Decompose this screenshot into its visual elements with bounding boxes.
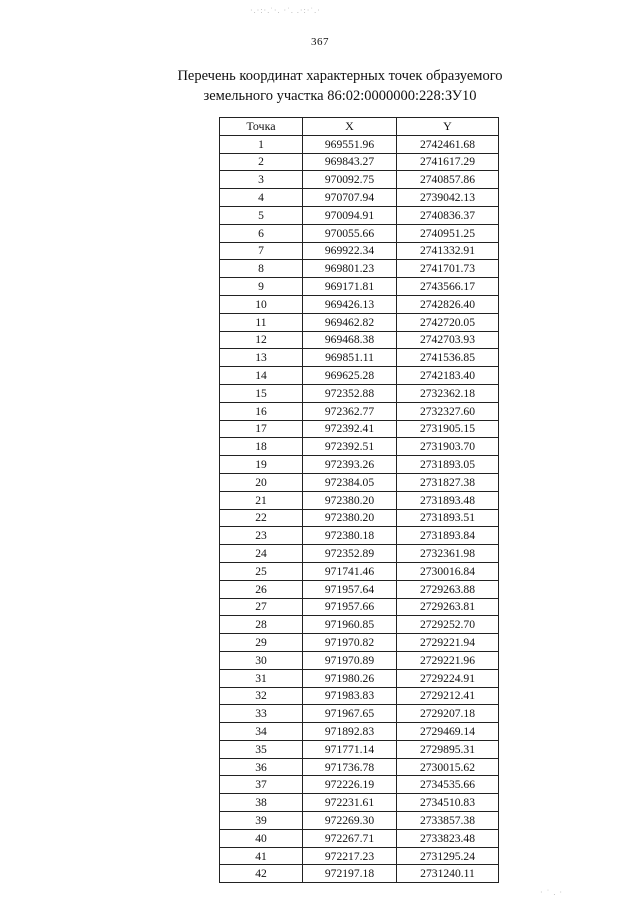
- table-row: [220, 740, 499, 758]
- table-row: [220, 313, 499, 331]
- cell-point: 33: [220, 705, 303, 723]
- table-row: [220, 278, 499, 296]
- cell-x: 972217.23: [303, 847, 397, 865]
- cell-x: 972392.51: [303, 438, 397, 456]
- cell-y: 2733857.38: [397, 812, 499, 830]
- table-row: [220, 367, 499, 385]
- table-row: [220, 473, 499, 491]
- table-row: [220, 865, 499, 883]
- cell-x: 972269.30: [303, 812, 397, 830]
- cell-point: 41: [220, 847, 303, 865]
- cell-point: 12: [220, 331, 303, 349]
- cell-x: 971970.89: [303, 651, 397, 669]
- table-row: [220, 491, 499, 509]
- table-row: [220, 206, 499, 224]
- cell-point: 23: [220, 527, 303, 545]
- cell-x: 972380.18: [303, 527, 397, 545]
- cell-x: 972197.18: [303, 865, 397, 883]
- cell-x: 972267.71: [303, 829, 397, 847]
- cell-y: 2732361.98: [397, 545, 499, 563]
- cell-x: 971957.64: [303, 580, 397, 598]
- cell-x: 972393.26: [303, 456, 397, 474]
- cell-y: 2741332.91: [397, 242, 499, 260]
- cell-x: 972380.20: [303, 491, 397, 509]
- cell-point: 19: [220, 456, 303, 474]
- table-row: [220, 456, 499, 474]
- table-row: [220, 438, 499, 456]
- cell-x: 969922.34: [303, 242, 397, 260]
- cell-x: 969468.38: [303, 331, 397, 349]
- cell-y: 2730015.62: [397, 758, 499, 776]
- cell-x: 971983.83: [303, 687, 397, 705]
- cell-x: 969851.11: [303, 349, 397, 367]
- cell-y: 2729224.91: [397, 669, 499, 687]
- cell-point: 31: [220, 669, 303, 687]
- cell-point: 15: [220, 384, 303, 402]
- table-row: [220, 776, 499, 794]
- cell-point: 7: [220, 242, 303, 260]
- cell-x: 969426.13: [303, 295, 397, 313]
- cell-point: 17: [220, 420, 303, 438]
- cell-x: 972384.05: [303, 473, 397, 491]
- cell-y: 2729221.94: [397, 634, 499, 652]
- cell-point: 6: [220, 224, 303, 242]
- cell-x: 971980.26: [303, 669, 397, 687]
- title-line-2: земельного участка 86:02:0000000:228:ЗУ10: [203, 88, 477, 104]
- table-row: [220, 349, 499, 367]
- cell-x: 971967.65: [303, 705, 397, 723]
- cell-point: 20: [220, 473, 303, 491]
- cell-point: 16: [220, 402, 303, 420]
- cell-x: 971960.85: [303, 616, 397, 634]
- cell-point: 13: [220, 349, 303, 367]
- table-row: [220, 687, 499, 705]
- cell-point: 35: [220, 740, 303, 758]
- header-y: Y: [397, 118, 499, 136]
- cell-y: 2734510.83: [397, 794, 499, 812]
- cell-y: 2741536.85: [397, 349, 499, 367]
- cell-y: 2729263.88: [397, 580, 499, 598]
- table-row: [220, 224, 499, 242]
- table-row: [220, 171, 499, 189]
- cell-point: 11: [220, 313, 303, 331]
- cell-x: 972362.77: [303, 402, 397, 420]
- cell-y: 2729212.41: [397, 687, 499, 705]
- cell-y: 2742461.68: [397, 135, 499, 153]
- cell-y: 2729263.81: [397, 598, 499, 616]
- document-title: [90, 66, 590, 106]
- cell-y: 2743566.17: [397, 278, 499, 296]
- cell-y: 2741617.29: [397, 153, 499, 171]
- cell-y: 2741701.73: [397, 260, 499, 278]
- cell-x: 969551.96: [303, 135, 397, 153]
- table-row: [220, 260, 499, 278]
- cell-y: 2742826.40: [397, 295, 499, 313]
- table-header-row: [220, 118, 499, 136]
- table-row: [220, 812, 499, 830]
- page-number: 367: [311, 36, 329, 48]
- cell-x: 969625.28: [303, 367, 397, 385]
- cell-point: 40: [220, 829, 303, 847]
- scan-noise-bottom: · ˙ . ·: [540, 888, 563, 897]
- table-row: [220, 527, 499, 545]
- cell-y: 2733823.48: [397, 829, 499, 847]
- cell-y: 2739042.13: [397, 189, 499, 207]
- cell-y: 2742720.05: [397, 313, 499, 331]
- cell-point: 18: [220, 438, 303, 456]
- cell-point: 1: [220, 135, 303, 153]
- table-row: [220, 562, 499, 580]
- cell-x: 972352.88: [303, 384, 397, 402]
- table-row: [220, 135, 499, 153]
- table-row: [220, 705, 499, 723]
- table-row: [220, 420, 499, 438]
- table-row: [220, 723, 499, 741]
- table-row: [220, 634, 499, 652]
- cell-point: 5: [220, 206, 303, 224]
- cell-x: 972226.19: [303, 776, 397, 794]
- cell-x: 970092.75: [303, 171, 397, 189]
- table-row: [220, 509, 499, 527]
- cell-x: 971957.66: [303, 598, 397, 616]
- cell-y: 2734535.66: [397, 776, 499, 794]
- cell-x: 970707.94: [303, 189, 397, 207]
- cell-point: 10: [220, 295, 303, 313]
- cell-point: 4: [220, 189, 303, 207]
- cell-y: 2732327.60: [397, 402, 499, 420]
- cell-y: 2731905.15: [397, 420, 499, 438]
- cell-point: 39: [220, 812, 303, 830]
- cell-x: 971741.46: [303, 562, 397, 580]
- cell-x: 971970.82: [303, 634, 397, 652]
- cell-point: 3: [220, 171, 303, 189]
- cell-point: 9: [220, 278, 303, 296]
- cell-x: 969171.81: [303, 278, 397, 296]
- table-row: [220, 402, 499, 420]
- cell-y: 2731893.05: [397, 456, 499, 474]
- table-row: [220, 189, 499, 207]
- cell-point: 28: [220, 616, 303, 634]
- cell-point: 42: [220, 865, 303, 883]
- cell-point: 21: [220, 491, 303, 509]
- table-row: [220, 545, 499, 563]
- coordinates-table: [219, 117, 499, 883]
- table-row: [220, 794, 499, 812]
- cell-x: 970094.91: [303, 206, 397, 224]
- cell-y: 2731893.48: [397, 491, 499, 509]
- cell-point: 14: [220, 367, 303, 385]
- table-row: [220, 331, 499, 349]
- header-point: Точка: [220, 118, 303, 136]
- cell-y: 2729221.96: [397, 651, 499, 669]
- cell-y: 2731893.84: [397, 527, 499, 545]
- cell-y: 2730016.84: [397, 562, 499, 580]
- cell-point: 32: [220, 687, 303, 705]
- scan-noise-top: ·.·:·.˙·. ·˙. .·:·˙.·: [250, 6, 321, 15]
- table-row: [220, 384, 499, 402]
- table-row: [220, 758, 499, 776]
- table-body: [220, 135, 499, 882]
- cell-x: 970055.66: [303, 224, 397, 242]
- cell-point: 27: [220, 598, 303, 616]
- table-row: [220, 242, 499, 260]
- cell-x: 971892.83: [303, 723, 397, 741]
- table-row: [220, 669, 499, 687]
- table-row: [220, 829, 499, 847]
- cell-x: 972392.41: [303, 420, 397, 438]
- cell-x: 969843.27: [303, 153, 397, 171]
- cell-point: 38: [220, 794, 303, 812]
- cell-point: 2: [220, 153, 303, 171]
- table-row: [220, 651, 499, 669]
- cell-y: 2731240.11: [397, 865, 499, 883]
- cell-y: 2742183.40: [397, 367, 499, 385]
- cell-point: 36: [220, 758, 303, 776]
- cell-x: 972231.61: [303, 794, 397, 812]
- cell-y: 2740836.37: [397, 206, 499, 224]
- cell-point: 25: [220, 562, 303, 580]
- table-row: [220, 153, 499, 171]
- table-row: [220, 580, 499, 598]
- cell-point: 29: [220, 634, 303, 652]
- table-row: [220, 847, 499, 865]
- cell-y: 2729895.31: [397, 740, 499, 758]
- cell-point: 26: [220, 580, 303, 598]
- cell-y: 2729252.70: [397, 616, 499, 634]
- cell-point: 37: [220, 776, 303, 794]
- cell-y: 2740951.25: [397, 224, 499, 242]
- cell-y: 2732362.18: [397, 384, 499, 402]
- cell-x: 972352.89: [303, 545, 397, 563]
- cell-x: 969801.23: [303, 260, 397, 278]
- cell-y: 2731295.24: [397, 847, 499, 865]
- cell-y: 2742703.93: [397, 331, 499, 349]
- table-row: [220, 616, 499, 634]
- cell-x: 971736.78: [303, 758, 397, 776]
- header-x: X: [303, 118, 397, 136]
- cell-y: 2740857.86: [397, 171, 499, 189]
- cell-point: 30: [220, 651, 303, 669]
- cell-y: 2731903.70: [397, 438, 499, 456]
- table-row: [220, 295, 499, 313]
- cell-y: 2729469.14: [397, 723, 499, 741]
- cell-point: 22: [220, 509, 303, 527]
- cell-point: 24: [220, 545, 303, 563]
- title-line-1: Перечень координат характерных точек образуемого: [177, 68, 503, 84]
- cell-point: 8: [220, 260, 303, 278]
- cell-y: 2729207.18: [397, 705, 499, 723]
- cell-y: 2731893.51: [397, 509, 499, 527]
- cell-y: 2731827.38: [397, 473, 499, 491]
- cell-x: 972380.20: [303, 509, 397, 527]
- cell-x: 971771.14: [303, 740, 397, 758]
- cell-x: 969462.82: [303, 313, 397, 331]
- cell-point: 34: [220, 723, 303, 741]
- table-row: [220, 598, 499, 616]
